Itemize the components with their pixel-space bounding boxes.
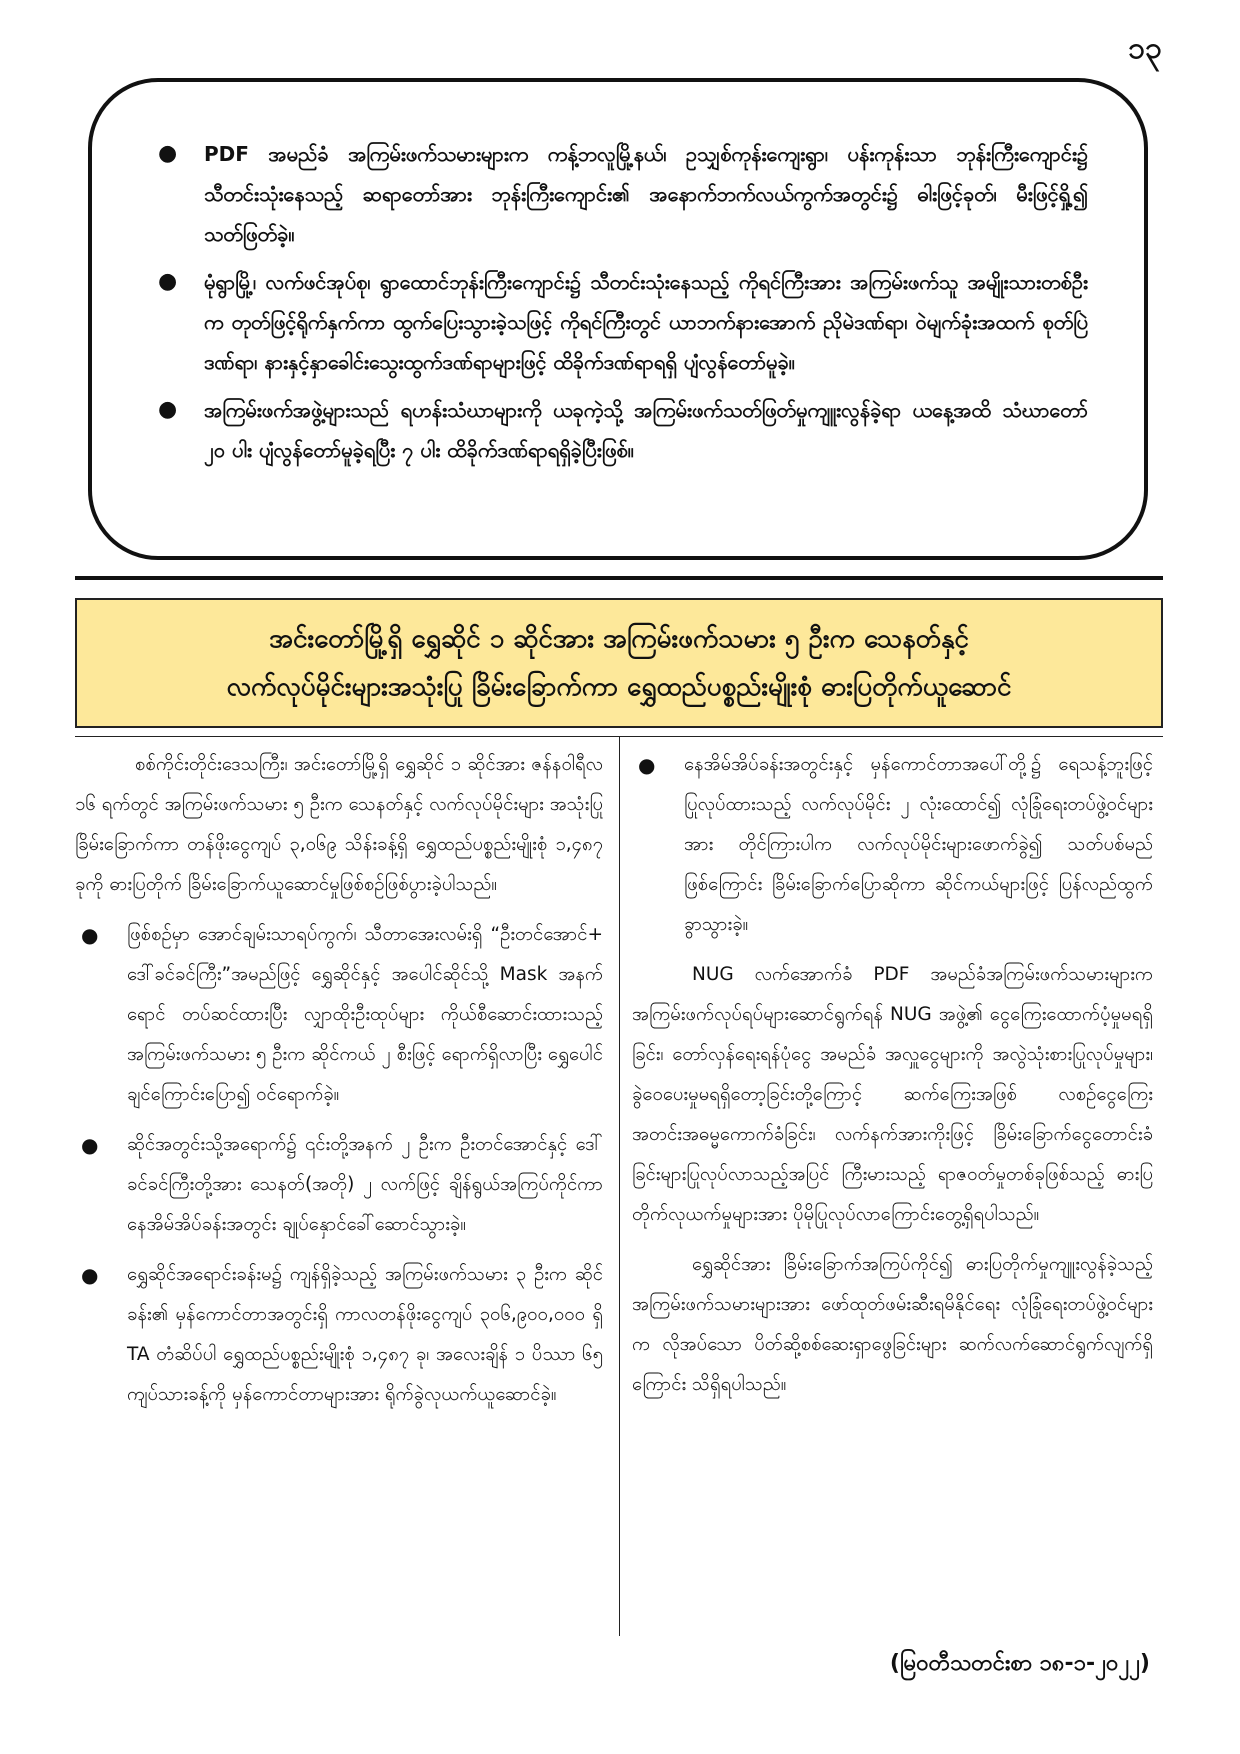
list-item <box>154 134 1088 254</box>
bullet-text: နေအိမ်အိပ်ခန်းအတွင်းနှင့် မှန်ကောင်တာအပေါ်တို့၌ ရေသန့်ဘူးဖြင့် ပြုလုပ်ထားသည့် လက်လုပ်မိုင်း ၂ လုံးထောင်၍ လုံခြုံရေးတပ်ဖွဲ့ဝင်များအား တိုင်ကြားပါက လက်လုပ်မိုင်းများဖောက်ခွဲ၍ သတ်ပစ်မည်ဖြစ်ကြောင်း ခြိမ်းခြောက်ပြောဆိုကာ ဆိုင်ကယ်များဖြင့် ပြန်လည်ထွက်ခွာသွားခဲ့။ <box>684 754 1153 935</box>
left-column <box>75 745 603 1425</box>
bullet-icon: ● <box>158 269 178 294</box>
right-column <box>632 745 1153 1415</box>
callout-bullet-list <box>154 134 1088 470</box>
section-divider <box>75 576 1163 580</box>
headline-line-2: လက်လုပ်မိုင်းများအသုံးပြု ခြိမ်းခြောက်ကာ ရွှေထည်ပစ္စည်းမျိုးစုံ ဓားပြတိုက်ယူဆောင် <box>226 672 1012 702</box>
bullet-text: မုံရွာမြို့၊ လက်ဖင်အုပ်စု၊ ရွာထောင်ဘုန်းကြီးကျောင်း၌ သီတင်းသုံးနေသည့် ကိုရင်ကြီးအား အကြမ်းဖက်သူ အမျိုးသားတစ်ဦးက တုတ်ဖြင့်ရိုက်နှက်ကာ ထွက်ပြေးသွားခဲ့သဖြင့် ကိုရင်ကြီးတွင် ယာဘက်နားအောက် ညိုမဲဒဏ်ရာ၊ ဝဲမျက်ခုံးအထက် စုတ်ပြဲဒဏ်ရာ၊ နားနှင့်နှာခေါင်းသွေးထွက်ဒဏ်ရာများဖြင့် ထိခိုက်ဒဏ်ရာရရှိ ပျံလွန်တော်မူခဲ့။ <box>204 270 1088 374</box>
bullet-icon: ● <box>158 141 178 166</box>
bullet-text: ဖြစ်စဉ်မှာ အောင်ချမ်းသာရပ်ကွက်၊ သီတာအေးလမ်းရှိ “ဦးတင်အောင်+ ဒေါ်ခင်ခင်ကြီး”အမည်ဖြင့် ရွှေဆိုင်နှင့် အပေါင်ဆိုင်သို့ Mask အနက်ရောင် တပ်ဆင်ထားပြီး လျှာထိုးဦးထုပ်များ ကိုယ်စီဆောင်းထားသည့် အကြမ်းဖက်သမား ၅ ဦးက ဆိုင်ကယ် ၂ စီးဖြင့် ရောက်ရှိလာပြီး ရွှေပေါင်ချင်ကြောင်းပြော၍ ဝင်ရောက်ခဲ့။ <box>127 924 603 1105</box>
column-divider <box>619 736 620 1636</box>
left-bullet-list <box>75 915 603 1415</box>
headline-box <box>75 598 1163 728</box>
page-number: ၁၃ <box>1128 31 1162 66</box>
body-paragraph: ရွှေဆိုင်အား ခြိမ်းခြောက်အကြပ်ကိုင်၍ ဓားပြတိုက်မှုကျူးလွန်ခဲ့သည့် အကြမ်းဖက်သမားများအား ဖော်ထုတ်ဖမ်းဆီးရမိနိုင်ရေး လုံခြုံရေးတပ်ဖွဲ့ဝင်များက လိုအပ်သော ပိတ်ဆို့စစ်ဆေးရှာဖွေခြင်းများ ဆက်လက်ဆောင်ရွက်လျက်ရှိကြောင်း သိရှိရပါသည်။ <box>632 1254 1153 1395</box>
bullet-icon: ● <box>81 1263 99 1287</box>
source-credit: (မြဝတီသတင်းစာ ၁၈-၁-၂၀၂၂) <box>889 1651 1150 1676</box>
list-item <box>154 390 1088 470</box>
body-paragraph: NUG လက်အောက်ခံ PDF အမည်ခံအကြမ်းဖက်သမားများက အကြမ်းဖက်လုပ်ရပ်များဆောင်ရွက်ရန် NUG အဖွဲ့၏ ငွေကြေးထောက်ပံ့မှုမရရှိခြင်း၊ တော်လှန်ရေးရန်ပုံငွေ အမည်ခံ အလှူငွေများကို အလွဲသုံးစားပြုလုပ်မှုများ၊ ခွဲဝေပေးမှုမရရှိတော့ခြင်းတို့ကြောင့် ဆက်ကြေးအဖြစ် လစဉ်ငွေကြေးအတင်းအဓမ္မကောက်ခံခြင်း၊ လက်နက်အားကိုးဖြင့် ခြိမ်းခြောက်ငွေတောင်းခံခြင်းများပြုလုပ်လာသည့်အပြင် ကြီးမားသည့် ရာဇဝတ်မှုတစ်ခုဖြစ်သည့် ဓားပြတိုက်လုယက်မှုများအား ပိုမိုပြုလုပ်လာကြောင်းတွေ့ရှိရပါသည်။ <box>632 964 1153 1225</box>
bullet-text: အကြမ်းဖက်အဖွဲ့များသည် ရဟန်းသံဃာများကို ယခုကဲ့သို့ အကြမ်းဖက်သတ်ဖြတ်မှုကျူးလွန်ခဲ့ရာ ယနေ့အထိ သံဃာတော် ၂၀ ပါး ပျံလွန်တော်မူခဲ့ရပြီး ၇ ပါး ထိခိုက်ဒဏ်ရာရရှိခဲ့ပြီးဖြစ်။ <box>204 398 1088 462</box>
bullet-icon: ● <box>638 753 656 777</box>
list-item <box>75 1125 603 1245</box>
list-item <box>632 745 1153 945</box>
bullet-text: ဆိုင်အတွင်းသို့အရောက်၌ ၎င်းတို့အနက် ၂ ဦးက ဦးတင်အောင်နှင့် ဒေါ်ခင်ခင်ကြီးတို့အား သေနတ်(အတို) ၂ လက်ဖြင့် ချိန်ရွယ်အကြပ်ကိုင်ကာ နေအိမ်အိပ်ခန်းအတွင်း ချုပ်နှောင်ခေါ်ဆောင်သွားခဲ့။ <box>127 1134 603 1235</box>
callout-box <box>88 78 1148 560</box>
bullet-text: PDF အမည်ခံ အကြမ်းဖက်သမားများက ကန့်ဘလူမြို့နယ်၊ ဥသျှစ်ကုန်းကျေးရွာ၊ ပန်းကုန်းသာ ဘုန်းကြီးကျောင်း၌ သီတင်းသုံးနေသည့် ဆရာတော်အား ဘုန်းကြီးကျောင်း၏ အနောက်ဘက်လယ်ကွက်အတွင်း၌ ဓါးဖြင့်ခုတ်၊ မီးဖြင့်ရှို့၍ သတ်ဖြတ်ခဲ့။ <box>204 142 1088 246</box>
bullet-icon: ● <box>81 923 99 947</box>
intro-paragraph: စစ်ကိုင်းတိုင်းဒေသကြီး၊ အင်းတော်မြို့ရှိ ရွှေဆိုင် ၁ ဆိုင်အား ဇန်နဝါရီလ ၁၆ ရက်တွင် အကြမ်းဖက်သမား ၅ ဦးက သေနတ်နှင့် လက်လုပ်မိုင်းများ အသုံးပြုခြိမ်းခြောက်ကာ တန်ဖိုးငွေကျပ် ၃,၀၆၉ သိန်းခန့်ရှိ ရွှေထည်ပစ္စည်းမျိုးစုံ ၁,၄၈၇ ခုကို ဓားပြတိုက် ခြိမ်းခြောက်ယူဆောင်မှုဖြစ်စဉ်ဖြစ်ပွားခဲ့ပါသည်။ <box>75 754 603 895</box>
list-item <box>75 915 603 1115</box>
bullet-icon: ● <box>158 397 178 422</box>
headline-line-1: အင်းတော်မြို့ရှိ ရွှေဆိုင် ၁ ဆိုင်အား အကြမ်းဖက်သမား ၅ ဦးက သေနတ်နှင့် <box>269 624 969 654</box>
list-item <box>75 1255 603 1415</box>
list-item <box>154 262 1088 382</box>
right-bullet-list <box>632 745 1153 945</box>
bullet-icon: ● <box>81 1133 99 1157</box>
bullet-text: ရွှေဆိုင်အရောင်းခန်းမ၌ ကျန်ရှိခဲ့သည့် အကြမ်းဖက်သမား ၃ ဦးက ဆိုင်ခန်း၏ မှန်ကောင်တာအတွင်းရှိ ကာလတန်ဖိုးငွေကျပ် ၃၀၆,၉၀၀,၀၀၀ ရှိ TA တံဆိပ်ပါ ရွှေထည်ပစ္စည်းမျိုးစုံ ၁,၄၈၇ ခု၊ အလေးချိန် ၁ ပိဿာ ၆၅ ကျပ်သားခန့်ကို မှန်ကောင်တာများအား ရိုက်ခွဲလုယက်ယူဆောင်ခဲ့။ <box>127 1264 603 1405</box>
